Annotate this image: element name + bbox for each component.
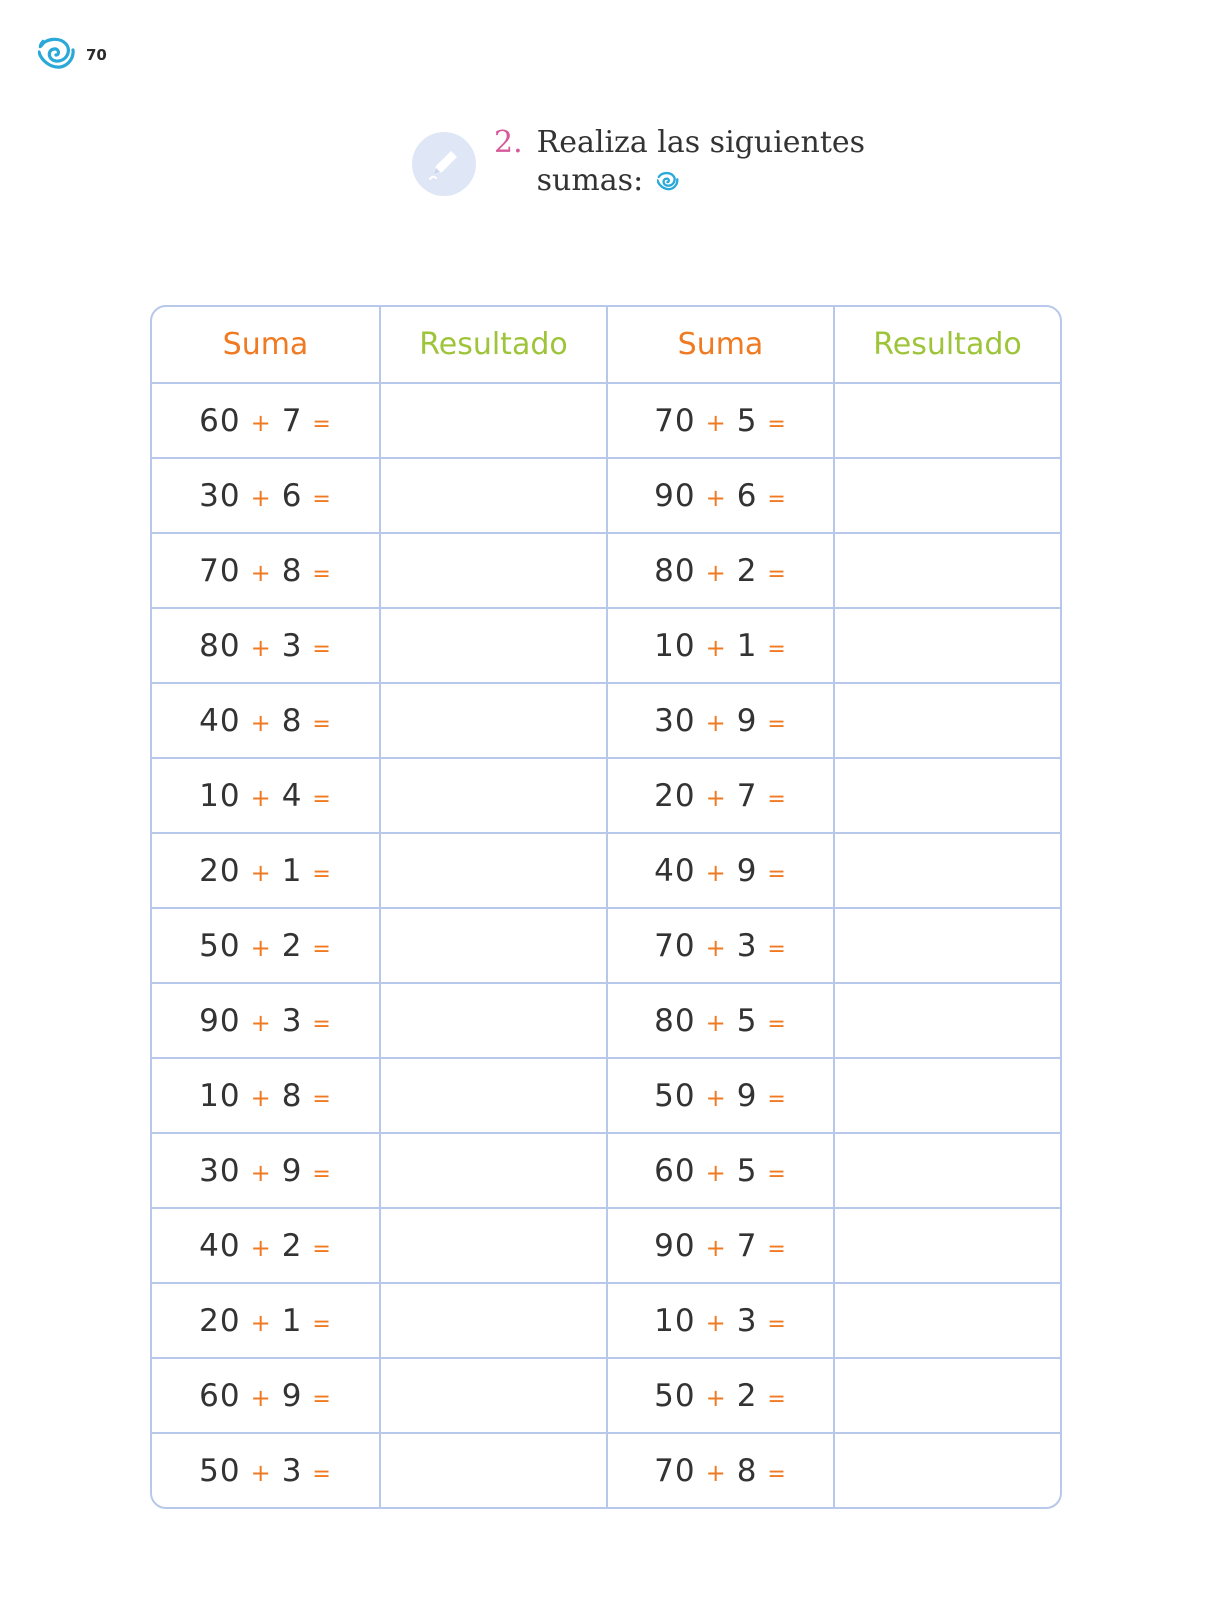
sum-cell — [152, 384, 379, 457]
sum-cell — [606, 1359, 833, 1432]
addend-tens: 80 — [654, 552, 696, 589]
sum-cell — [606, 609, 833, 682]
result-cell[interactable] — [379, 1434, 606, 1507]
sum-cell — [606, 909, 833, 982]
plus-sign: + — [705, 1083, 727, 1112]
plus-sign: + — [250, 1458, 272, 1487]
result-cell[interactable] — [833, 1209, 1060, 1282]
sum-cell — [152, 1059, 379, 1132]
equals-sign: = — [767, 936, 787, 962]
plus-sign: + — [250, 858, 272, 887]
plus-sign: + — [705, 633, 727, 662]
addend-tens: 70 — [199, 552, 241, 589]
plus-sign: + — [705, 1383, 727, 1412]
addend-ones: 7 — [736, 1227, 758, 1264]
plus-sign: + — [250, 783, 272, 812]
header-resultado: Resultado — [379, 307, 606, 382]
pencil-icon — [412, 132, 476, 196]
result-cell[interactable] — [379, 1209, 606, 1282]
table-row — [152, 532, 1060, 607]
addend-tens: 80 — [199, 627, 241, 664]
instruction-text-block — [537, 124, 867, 201]
page-header — [38, 36, 107, 74]
addition-expression — [654, 1453, 787, 1489]
table-row — [152, 682, 1060, 757]
addend-ones: 6 — [281, 477, 303, 514]
result-cell[interactable] — [833, 384, 1060, 457]
addition-expression — [199, 403, 332, 439]
addend-tens: 40 — [199, 1227, 241, 1264]
addend-ones: 3 — [281, 627, 303, 664]
addition-expression — [199, 778, 332, 814]
addend-tens: 90 — [654, 1227, 696, 1264]
result-cell[interactable] — [833, 609, 1060, 682]
addend-tens: 50 — [199, 927, 241, 964]
result-cell[interactable] — [833, 1284, 1060, 1357]
sum-cell — [606, 459, 833, 532]
plus-sign: + — [250, 1383, 272, 1412]
addend-ones: 5 — [736, 1002, 758, 1039]
addition-expression — [199, 1453, 332, 1489]
result-cell[interactable] — [379, 1134, 606, 1207]
addend-tens: 20 — [199, 1302, 241, 1339]
equals-sign: = — [767, 636, 787, 662]
sum-table — [150, 305, 1062, 1509]
equals-sign: = — [767, 1011, 787, 1037]
result-cell[interactable] — [833, 984, 1060, 1057]
result-cell[interactable] — [379, 459, 606, 532]
addition-expression — [654, 1303, 787, 1339]
addend-ones: 9 — [736, 852, 758, 889]
result-cell[interactable] — [379, 534, 606, 607]
addend-ones: 1 — [281, 1302, 303, 1339]
plus-sign: + — [250, 1083, 272, 1112]
plus-sign: + — [250, 633, 272, 662]
addition-expression — [654, 1228, 787, 1264]
plus-sign: + — [705, 783, 727, 812]
addition-expression — [199, 703, 332, 739]
equals-sign: = — [312, 1011, 332, 1037]
sum-cell — [606, 384, 833, 457]
sum-cell — [152, 1134, 379, 1207]
addend-tens: 50 — [199, 1452, 241, 1489]
plus-sign: + — [250, 1158, 272, 1187]
sum-cell — [152, 684, 379, 757]
addend-tens: 20 — [199, 852, 241, 889]
sum-cell — [606, 1284, 833, 1357]
equals-sign: = — [767, 486, 787, 512]
addition-expression — [199, 1303, 332, 1339]
addend-ones: 6 — [736, 477, 758, 514]
header-suma: Suma — [222, 327, 309, 362]
addition-expression — [654, 1078, 787, 1114]
equals-sign: = — [312, 1236, 332, 1262]
equals-sign: = — [767, 1161, 787, 1187]
sum-cell — [606, 984, 833, 1057]
addition-expression — [199, 853, 332, 889]
table-header-row — [152, 307, 1060, 382]
sum-cell — [152, 759, 379, 832]
addend-tens: 30 — [654, 702, 696, 739]
sum-cell — [152, 1359, 379, 1432]
table-row — [152, 457, 1060, 532]
addend-ones: 2 — [736, 552, 758, 589]
addend-tens: 60 — [199, 402, 241, 439]
addition-expression — [199, 628, 332, 664]
addition-expression — [654, 403, 787, 439]
addend-tens: 20 — [654, 777, 696, 814]
equals-sign: = — [312, 711, 332, 737]
table-row — [152, 1357, 1060, 1432]
instruction — [412, 124, 867, 201]
addend-tens: 90 — [654, 477, 696, 514]
addition-expression — [654, 553, 787, 589]
addend-tens: 60 — [654, 1152, 696, 1189]
plus-sign: + — [705, 1233, 727, 1262]
equals-sign: = — [312, 1386, 332, 1412]
equals-sign: = — [767, 1386, 787, 1412]
result-cell[interactable] — [379, 1284, 606, 1357]
equals-sign: = — [767, 861, 787, 887]
table-row — [152, 757, 1060, 832]
addend-ones: 8 — [281, 702, 303, 739]
addend-ones: 2 — [736, 1377, 758, 1414]
equals-sign: = — [767, 411, 787, 437]
addend-tens: 40 — [654, 852, 696, 889]
equals-sign: = — [767, 1311, 787, 1337]
plus-sign: + — [705, 708, 727, 737]
addend-tens: 10 — [654, 627, 696, 664]
sum-cell — [152, 534, 379, 607]
swirl-icon — [38, 36, 76, 74]
result-cell[interactable] — [833, 1134, 1060, 1207]
result-cell[interactable] — [833, 684, 1060, 757]
addend-ones: 5 — [736, 402, 758, 439]
addend-ones: 9 — [736, 1077, 758, 1114]
instruction-number: 2. — [494, 125, 523, 160]
equals-sign: = — [312, 486, 332, 512]
table-row — [152, 832, 1060, 907]
header-resultado: Resultado — [833, 307, 1060, 382]
plus-sign: + — [250, 933, 272, 962]
result-cell[interactable] — [833, 759, 1060, 832]
result-cell[interactable] — [833, 534, 1060, 607]
sum-cell — [152, 1284, 379, 1357]
addition-expression — [654, 928, 787, 964]
addend-tens: 30 — [199, 1152, 241, 1189]
addend-ones: 1 — [281, 852, 303, 889]
sum-cell — [152, 909, 379, 982]
addend-tens: 70 — [654, 927, 696, 964]
equals-sign: = — [312, 1086, 332, 1112]
plus-sign: + — [705, 858, 727, 887]
plus-sign: + — [705, 1158, 727, 1187]
addend-tens: 10 — [654, 1302, 696, 1339]
sum-cell — [152, 984, 379, 1057]
addend-ones: 3 — [281, 1452, 303, 1489]
result-cell[interactable] — [833, 834, 1060, 907]
table-row — [152, 1432, 1060, 1507]
addition-expression — [199, 928, 332, 964]
table-row — [152, 907, 1060, 982]
result-cell[interactable] — [833, 1434, 1060, 1507]
addition-expression — [199, 1228, 332, 1264]
equals-sign: = — [312, 786, 332, 812]
result-cell[interactable] — [833, 1059, 1060, 1132]
addend-ones: 8 — [281, 552, 303, 589]
addend-ones: 3 — [736, 1302, 758, 1339]
addend-tens: 40 — [199, 702, 241, 739]
sum-cell — [152, 459, 379, 532]
sum-cell — [152, 1209, 379, 1282]
swirl-icon — [657, 163, 679, 201]
plus-sign: + — [705, 1458, 727, 1487]
addend-tens: 50 — [654, 1077, 696, 1114]
result-cell[interactable] — [379, 609, 606, 682]
table-body — [152, 382, 1060, 1507]
sum-cell — [152, 609, 379, 682]
result-cell[interactable] — [379, 1359, 606, 1432]
plus-sign: + — [250, 558, 272, 587]
addend-tens: 90 — [199, 1002, 241, 1039]
equals-sign: = — [767, 561, 787, 587]
addend-ones: 2 — [281, 1227, 303, 1264]
result-cell[interactable] — [379, 984, 606, 1057]
plus-sign: + — [250, 1008, 272, 1037]
addend-tens: 30 — [199, 477, 241, 514]
sum-cell — [606, 684, 833, 757]
sum-cell — [606, 834, 833, 907]
addend-ones: 3 — [281, 1002, 303, 1039]
plus-sign: + — [705, 1008, 727, 1037]
addition-expression — [199, 1078, 332, 1114]
sum-cell — [152, 1434, 379, 1507]
sum-cell — [606, 1434, 833, 1507]
addition-expression — [199, 1003, 332, 1039]
addition-expression — [199, 1378, 332, 1414]
equals-sign: = — [767, 1461, 787, 1487]
table-row — [152, 1057, 1060, 1132]
result-cell[interactable] — [379, 759, 606, 832]
plus-sign: + — [250, 483, 272, 512]
addition-expression — [199, 553, 332, 589]
plus-sign: + — [705, 408, 727, 437]
plus-sign: + — [250, 708, 272, 737]
equals-sign: = — [312, 1161, 332, 1187]
addend-tens: 80 — [654, 1002, 696, 1039]
equals-sign: = — [312, 1311, 332, 1337]
result-cell[interactable] — [833, 459, 1060, 532]
instruction-text: Realiza las siguientes sumas: — [536, 125, 866, 198]
addition-expression — [199, 1153, 332, 1189]
result-cell[interactable] — [833, 1359, 1060, 1432]
equals-sign: = — [767, 786, 787, 812]
sum-cell — [606, 534, 833, 607]
addition-expression — [654, 703, 787, 739]
table-row — [152, 982, 1060, 1057]
equals-sign: = — [312, 561, 332, 587]
equals-sign: = — [312, 411, 332, 437]
table-row — [152, 382, 1060, 457]
result-cell[interactable] — [833, 909, 1060, 982]
addend-ones: 8 — [736, 1452, 758, 1489]
addend-ones: 9 — [281, 1377, 303, 1414]
sum-cell — [606, 1209, 833, 1282]
equals-sign: = — [312, 936, 332, 962]
table-row — [152, 607, 1060, 682]
plus-sign: + — [250, 408, 272, 437]
equals-sign: = — [767, 1236, 787, 1262]
plus-sign: + — [250, 1233, 272, 1262]
page-number: 70 — [86, 46, 107, 64]
addend-ones: 8 — [281, 1077, 303, 1114]
addition-expression — [654, 853, 787, 889]
equals-sign: = — [312, 636, 332, 662]
addend-ones: 9 — [736, 702, 758, 739]
plus-sign: + — [250, 1308, 272, 1337]
addend-ones: 7 — [736, 777, 758, 814]
sum-cell — [606, 759, 833, 832]
addend-ones: 3 — [736, 927, 758, 964]
equals-sign: = — [312, 861, 332, 887]
equals-sign: = — [767, 1086, 787, 1112]
addend-ones: 2 — [281, 927, 303, 964]
equals-sign: = — [767, 711, 787, 737]
result-cell[interactable] — [379, 1059, 606, 1132]
addition-expression — [654, 1003, 787, 1039]
sum-cell — [152, 834, 379, 907]
header-suma: Suma — [606, 307, 833, 382]
addend-tens: 50 — [654, 1377, 696, 1414]
addend-tens: 60 — [199, 1377, 241, 1414]
table-row — [152, 1132, 1060, 1207]
plus-sign: + — [705, 933, 727, 962]
addend-ones: 5 — [736, 1152, 758, 1189]
addition-expression — [654, 1378, 787, 1414]
addend-ones: 9 — [281, 1152, 303, 1189]
table-row — [152, 1282, 1060, 1357]
addition-expression — [654, 1153, 787, 1189]
sum-cell — [606, 1134, 833, 1207]
result-cell[interactable] — [379, 909, 606, 982]
addition-expression — [654, 628, 787, 664]
equals-sign: = — [312, 1461, 332, 1487]
result-cell[interactable] — [379, 384, 606, 457]
table-row — [152, 1207, 1060, 1282]
result-cell[interactable] — [379, 684, 606, 757]
addend-tens: 10 — [199, 1077, 241, 1114]
addition-expression — [654, 778, 787, 814]
addend-tens: 10 — [199, 777, 241, 814]
plus-sign: + — [705, 558, 727, 587]
addend-tens: 70 — [654, 1452, 696, 1489]
addition-expression — [199, 478, 332, 514]
addend-ones: 1 — [736, 627, 758, 664]
result-cell[interactable] — [379, 834, 606, 907]
plus-sign: + — [705, 483, 727, 512]
sum-cell — [606, 1059, 833, 1132]
addend-ones: 7 — [281, 402, 303, 439]
plus-sign: + — [705, 1308, 727, 1337]
addend-tens: 70 — [654, 402, 696, 439]
addition-expression — [654, 478, 787, 514]
addend-ones: 4 — [281, 777, 303, 814]
